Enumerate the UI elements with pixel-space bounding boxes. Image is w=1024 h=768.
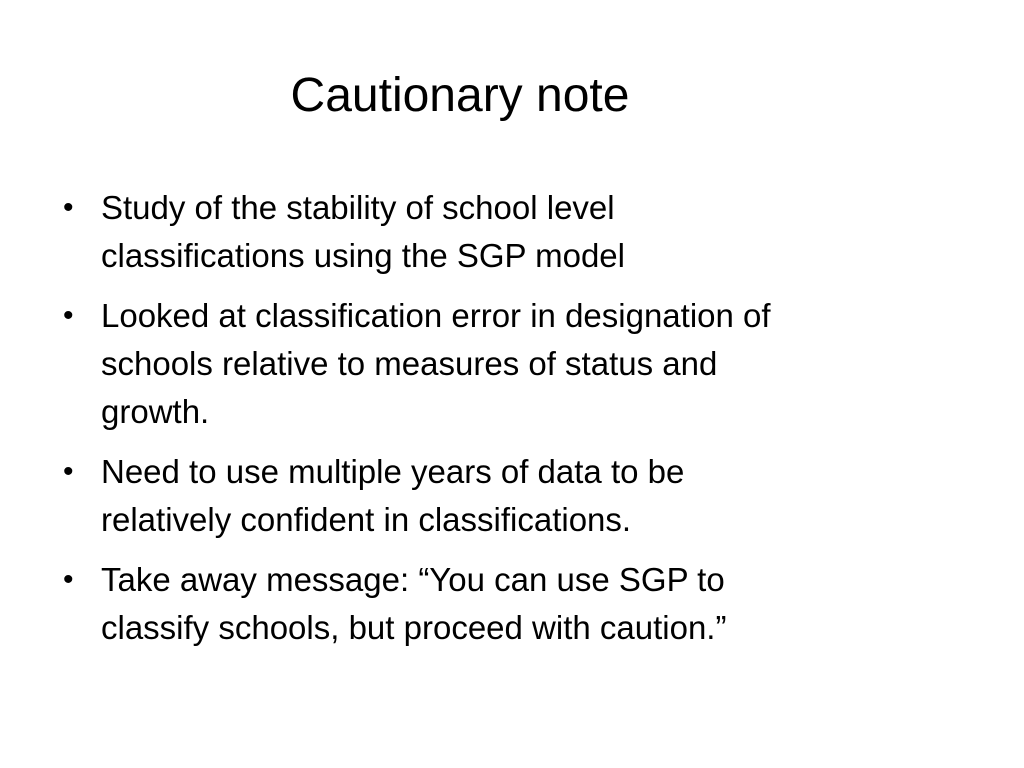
bullet-icon: • [63,563,74,596]
bullet-list [58,184,968,664]
bullet-line: classify schools, but proceed with caution.” [101,609,727,646]
bullet-line: Take away message: “You can use SGP to [101,561,725,598]
bullet-item-4 [58,556,968,652]
bullet-line: schools relative to measures of status and [101,345,718,382]
bullet-line: Need to use multiple years of data to be [101,453,685,490]
bullet-line: Study of the stability of school level [101,189,615,226]
bullet-icon: • [63,455,74,488]
bullet-line: relatively confident in classifications. [101,501,632,538]
slide-title: Cautionary note [290,69,630,122]
bullet-line: classifications using the SGP model [101,237,625,274]
bullet-item-1 [58,184,968,280]
bullet-line: growth. [101,393,210,430]
bullet-icon: • [63,299,74,332]
bullet-icon: • [63,191,74,224]
bullet-line: Looked at classification error in designation of [101,297,771,334]
bullet-item-3 [58,448,968,544]
bullet-item-2 [58,292,968,436]
